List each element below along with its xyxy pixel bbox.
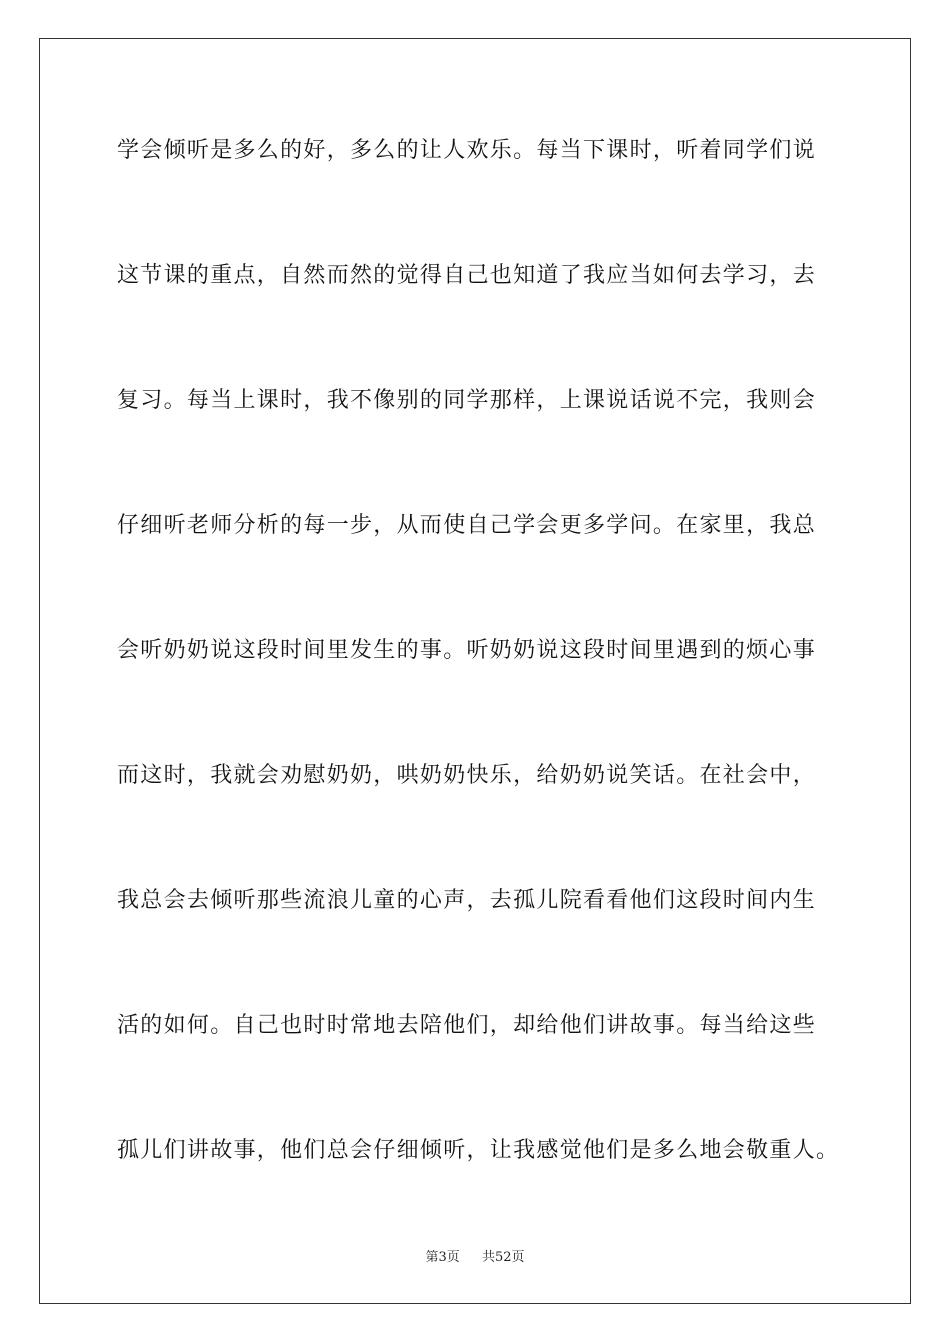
text-line: 这节课的重点，自然而然的觉得自己也知道了我应当如何去学习，去	[117, 263, 817, 288]
body-text	[117, 118, 840, 1243]
text-line: 复习。每当上课时，我不像别的同学那样，上课说话说不完，我则会	[117, 388, 817, 413]
text-line: 活的如何。自己也时时常地去陪他们，却给他们讲故事。每当给这些	[117, 1013, 817, 1038]
page-footer	[0, 1246, 950, 1265]
text-line: 而这时，我就会劝慰奶奶，哄奶奶快乐，给奶奶说笑话。在社会中，	[117, 763, 817, 788]
text-line: 孤儿们讲故事，他们总会仔细倾听，让我感觉他们是多么地会敬重人。	[117, 1138, 840, 1163]
page-number: 第3页	[425, 1250, 460, 1265]
text-line: 我总会去倾听那些流浪儿童的心声，去孤儿院看看他们这段时间内生	[117, 888, 817, 913]
text-line: 会听奶奶说这段时间里发生的事。听奶奶说这段时间里遇到的烦心事	[117, 638, 817, 663]
text-line: 学会倾听是多么的好，多么的让人欢乐。每当下课时，听着同学们说	[117, 138, 817, 163]
text-line: 仔细听老师分析的每一步，从而使自己学会更多学问。在家里，我总	[117, 513, 817, 538]
page-total: 共52页	[482, 1250, 525, 1265]
